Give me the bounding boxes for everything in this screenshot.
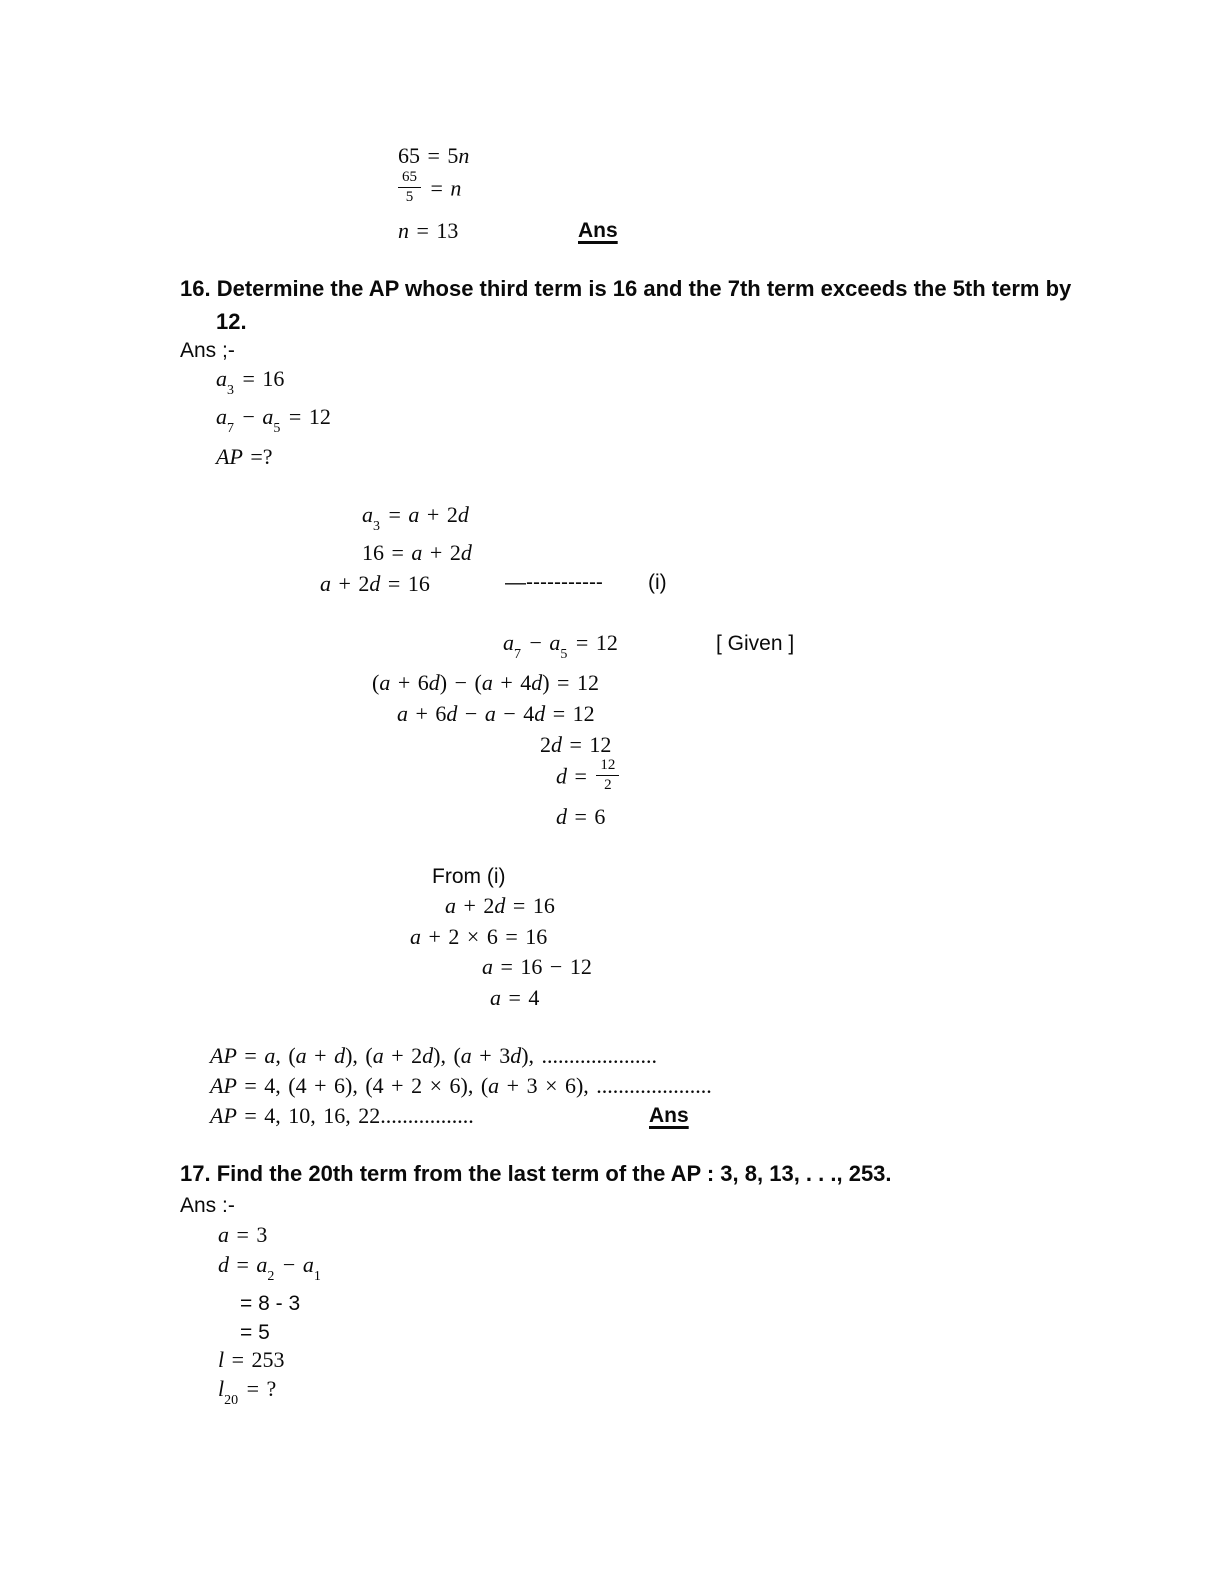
- eq-expanded-terms: (a + 6d) − (a + 4d) = 12: [372, 670, 599, 695]
- from-i-label: From (i): [432, 865, 506, 888]
- ans-label-ap: Ans: [649, 1104, 689, 1127]
- q17-ans-label: Ans :-: [180, 1194, 235, 1217]
- eq-a3-equals-a-plus-2d: $a_3 = a + 2d$: [362, 502, 469, 534]
- eq-16-equals-a-plus-2d: 16 = a + 2d: [362, 540, 472, 565]
- eq-l20-question: $l_{20}$ = ?: [218, 1376, 277, 1408]
- eq-ap-substituted: AP = 4, (4 + 6), (4 + 2 × 6), (a + 3 × 6), .....................: [210, 1073, 712, 1098]
- eq-d-equals-a2-minus-a1: $d = a_2 - a_1$: [218, 1252, 321, 1284]
- eq-simplified-terms: a + 6d − a − 4d = 12: [397, 701, 595, 726]
- given-label: [ Given ]: [716, 632, 795, 655]
- eq-ap-general-form: AP = a, (a + d), (a + 2d), (a + 3d), .....................: [210, 1043, 658, 1068]
- eq-a3-equals-16: $a_3 = 16$: [216, 366, 285, 398]
- eq-d-step-8-minus-3: = 8 - 3: [240, 1292, 301, 1315]
- q16-heading-line1: 16. Determine the AP whose third term is 16 and the 7th term exceeds the 5th term by: [180, 276, 1072, 301]
- eq-a-plus-2d-equals-16-again: a + 2d = 16: [445, 893, 555, 918]
- eq-d-equals-6: d = 6: [556, 804, 606, 829]
- eq-a7-minus-a5-given: $a_7 - a_5 = 12$: [503, 630, 618, 662]
- eq-65-over-5-equals-n: $\frac{65}{5}$ = n: [396, 172, 461, 209]
- eq-a-plus-2d-equals-16: a + 2d = 16: [320, 571, 430, 596]
- dash-separator: —-----------: [505, 571, 603, 594]
- equation-ref-i: (i): [648, 571, 667, 594]
- eq-d-equals-12-over-2: d = $\frac{12}{2}$: [556, 760, 621, 797]
- q16-heading-line2: 12.: [216, 309, 247, 334]
- eq-a-equals-3: a = 3: [218, 1222, 268, 1247]
- eq-a-equals-16-minus-12: a = 16 − 12: [482, 954, 592, 979]
- eq-a-plus-2x6-equals-16: a + 2 × 6 = 16: [410, 924, 548, 949]
- eq-2d-equals-12: 2d = 12: [540, 732, 612, 757]
- eq-ap-question: AP =?: [216, 444, 273, 469]
- eq-65-equals-5n: 65 = 5n: [398, 143, 470, 168]
- eq-n-equals-13: n = 13: [398, 218, 459, 243]
- ans-label-top: Ans: [578, 219, 618, 242]
- q17-heading: 17. Find the 20th term from the last term of the AP : 3, 8, 13, . . ., 253.: [180, 1161, 892, 1186]
- eq-l-equals-253: l = 253: [218, 1347, 285, 1372]
- eq-d-step-5: = 5: [240, 1321, 270, 1344]
- eq-a7-minus-a5-equals-12: $a_7 - a_5 = 12$: [216, 404, 331, 436]
- eq-ap-final: AP = 4, 10, 16, 22.................: [210, 1103, 474, 1128]
- eq-a-equals-4: a = 4: [490, 985, 540, 1010]
- q16-ans-label: Ans ;-: [180, 339, 235, 362]
